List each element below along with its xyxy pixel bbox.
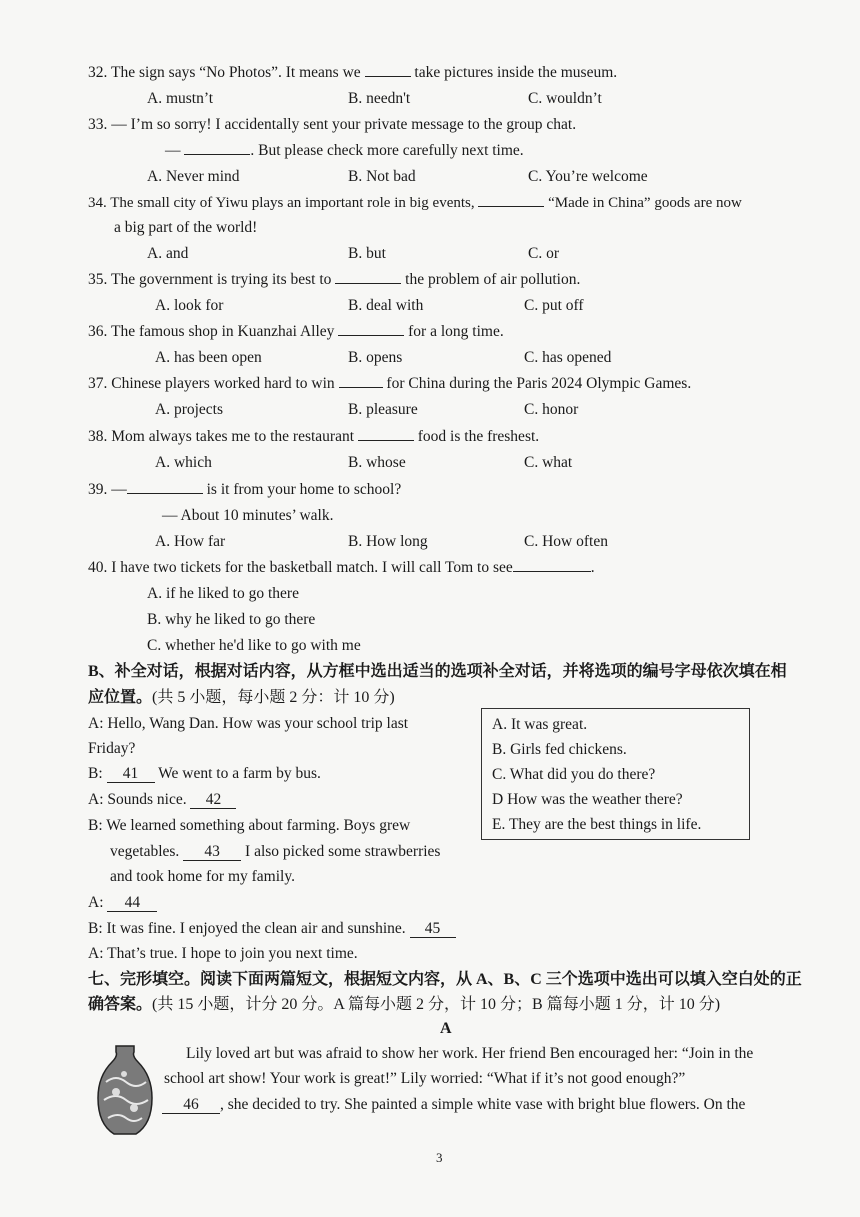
dialog-line-5: B: We learned something about farming. Boys grew (88, 817, 411, 834)
page-number: 3 (436, 1150, 443, 1165)
dialog-line-9: B: It was fine. I enjoyed the clean air and sunshine. 45 (88, 919, 456, 939)
blank-43[interactable]: 43 (183, 843, 241, 861)
q39-reply: — About 10 minutes’ walk. (162, 507, 334, 524)
q32-option-a[interactable]: A. mustn’t (147, 90, 214, 107)
options-box (481, 708, 750, 840)
vase-illustration (94, 1042, 156, 1138)
dialog-line-6: vegetables. 43 I also picked some strawberries (110, 843, 441, 860)
q35-option-a[interactable]: A. look for (155, 297, 224, 314)
q33-reply: — . But please check more carefully next time. (165, 142, 524, 159)
q33-stem: 33. — I’m so sorry! I accidentally sent your private message to the group chat. (88, 116, 577, 133)
box-option-d[interactable]: D How was the weather there? (492, 791, 683, 808)
q33-option-b[interactable]: B. Not bad (348, 168, 416, 185)
blank-45[interactable]: 45 (410, 920, 456, 938)
q37-option-c[interactable]: C. honor (524, 401, 579, 418)
q33-blank[interactable] (184, 154, 250, 155)
section-7-title: 七、完形填空。阅读下面两篇短文，根据短文内容，从 A、B、C 三个选项中选出可以填入空白处的正 (88, 971, 802, 988)
q36-option-b[interactable]: B. opens (348, 349, 403, 366)
q38-blank[interactable] (358, 440, 414, 441)
q37-blank[interactable] (339, 387, 383, 388)
passage-a-heading: A (440, 1020, 452, 1037)
q40-option-a[interactable]: A. if he liked to go there (147, 585, 299, 602)
box-option-a[interactable]: A. It was great. (492, 716, 588, 733)
passage-a-line-3: 46 , she decided to try. She painted a simple white vase with bright blue flowers. On the (162, 1095, 745, 1115)
blank-42[interactable]: 42 (190, 791, 236, 809)
q39-option-b[interactable]: B. How long (348, 533, 428, 550)
passage-a-line-1: Lily loved art but was afraid to show her work. Her friend Ben encouraged her: “Join in the (186, 1045, 754, 1062)
dialog-line-3: B: 41 We went to a farm by bus. (88, 765, 321, 782)
dialog-line-8: A: 44 (88, 893, 157, 913)
passage-a-line-2: school art show! Your work is great!” Lily worried: “What if it’s not good enough?” (164, 1070, 686, 1087)
q34-option-c[interactable]: C. or (528, 245, 559, 262)
q32-stem: 32. The sign says “No Photos”. It means we take pictures inside the museum. (88, 64, 618, 81)
q35-option-b[interactable]: B. deal with (348, 297, 424, 314)
q40-stem: 40. I have two tickets for the basketball match. I will call Tom to see . (88, 559, 595, 576)
q37-option-b[interactable]: B. pleasure (348, 401, 418, 418)
q34-option-a[interactable]: A. and (147, 245, 189, 262)
q33-option-a[interactable]: A. Never mind (147, 168, 240, 185)
dialog-line-10: A: That’s true. I hope to join you next time. (88, 945, 358, 962)
box-option-b[interactable]: B. Girls fed chickens. (492, 741, 627, 758)
dialog-line-1: A: Hello, Wang Dan. How was your school trip last (88, 715, 409, 732)
q36-stem: 36. The famous shop in Kuanzhai Alley for a long time. (88, 323, 504, 340)
blank-41[interactable]: 41 (107, 765, 155, 783)
q32-option-c[interactable]: C. wouldn’t (528, 90, 602, 107)
q34-blank[interactable] (478, 206, 544, 207)
q39-option-c[interactable]: C. How often (524, 533, 608, 550)
q39-option-a[interactable]: A. How far (155, 533, 226, 550)
box-option-e[interactable]: E. They are the best things in life. (492, 816, 702, 833)
q37-stem: 37. Chinese players worked hard to win for China during the Paris 2024 Olympic Games. (88, 375, 692, 392)
q35-option-c[interactable]: C. put off (524, 297, 584, 314)
section-7-title-cont: 确答案。(共 15 小题，计分 20 分。A 篇每小题 2 分，计 10 分；B 篇每小题 1 分，计 10 分) (88, 996, 721, 1013)
section-b-title-cont: 应位置。(共 5 小题，每小题 2 分：计 10 分) (88, 689, 395, 706)
blank-44[interactable]: 44 (107, 894, 157, 912)
blank-46[interactable]: 46 (162, 1096, 220, 1114)
q35-stem: 35. The government is trying its best to the problem of air pollution. (88, 271, 581, 288)
q32-blank[interactable] (365, 76, 411, 77)
q36-blank[interactable] (338, 335, 404, 336)
q40-option-c[interactable]: C. whether he'd like to go with me (147, 637, 361, 654)
q40-option-b[interactable]: B. why he liked to go there (147, 611, 316, 628)
section-b-title: B、补全对话，根据对话内容，从方框中选出适当的选项补全对话，并将选项的编号字母依次填在相 (88, 663, 787, 680)
q35-blank[interactable] (335, 283, 401, 284)
q40-blank[interactable] (513, 571, 591, 572)
q34-option-b[interactable]: B. but (348, 245, 386, 262)
q34-stem: 34. The small city of Yiwu plays an important role in big events, “Made in China” goods are now (88, 195, 742, 211)
box-option-c[interactable]: C. What did you do there? (492, 766, 656, 783)
q38-option-a[interactable]: A. which (155, 454, 212, 471)
q39-blank[interactable] (127, 493, 203, 494)
q33-option-c[interactable]: C. You’re welcome (528, 168, 648, 185)
q38-option-c[interactable]: C. what (524, 454, 573, 471)
q34-stem-cont: a big part of the world! (114, 219, 258, 236)
q32-option-b[interactable]: B. needn't (348, 90, 411, 107)
dialog-line-7: and took home for my family. (110, 868, 295, 885)
q38-option-b[interactable]: B. whose (348, 454, 406, 471)
q37-option-a[interactable]: A. projects (155, 401, 224, 418)
q38-stem: 38. Mom always takes me to the restaurant food is the freshest. (88, 428, 540, 445)
q36-option-c[interactable]: C. has opened (524, 349, 612, 366)
dialog-line-2: Friday? (88, 740, 136, 757)
q36-option-a[interactable]: A. has been open (155, 349, 262, 366)
dialog-line-4: A: Sounds nice. 42 (88, 790, 236, 810)
q39-stem: 39. — is it from your home to school? (88, 481, 402, 498)
